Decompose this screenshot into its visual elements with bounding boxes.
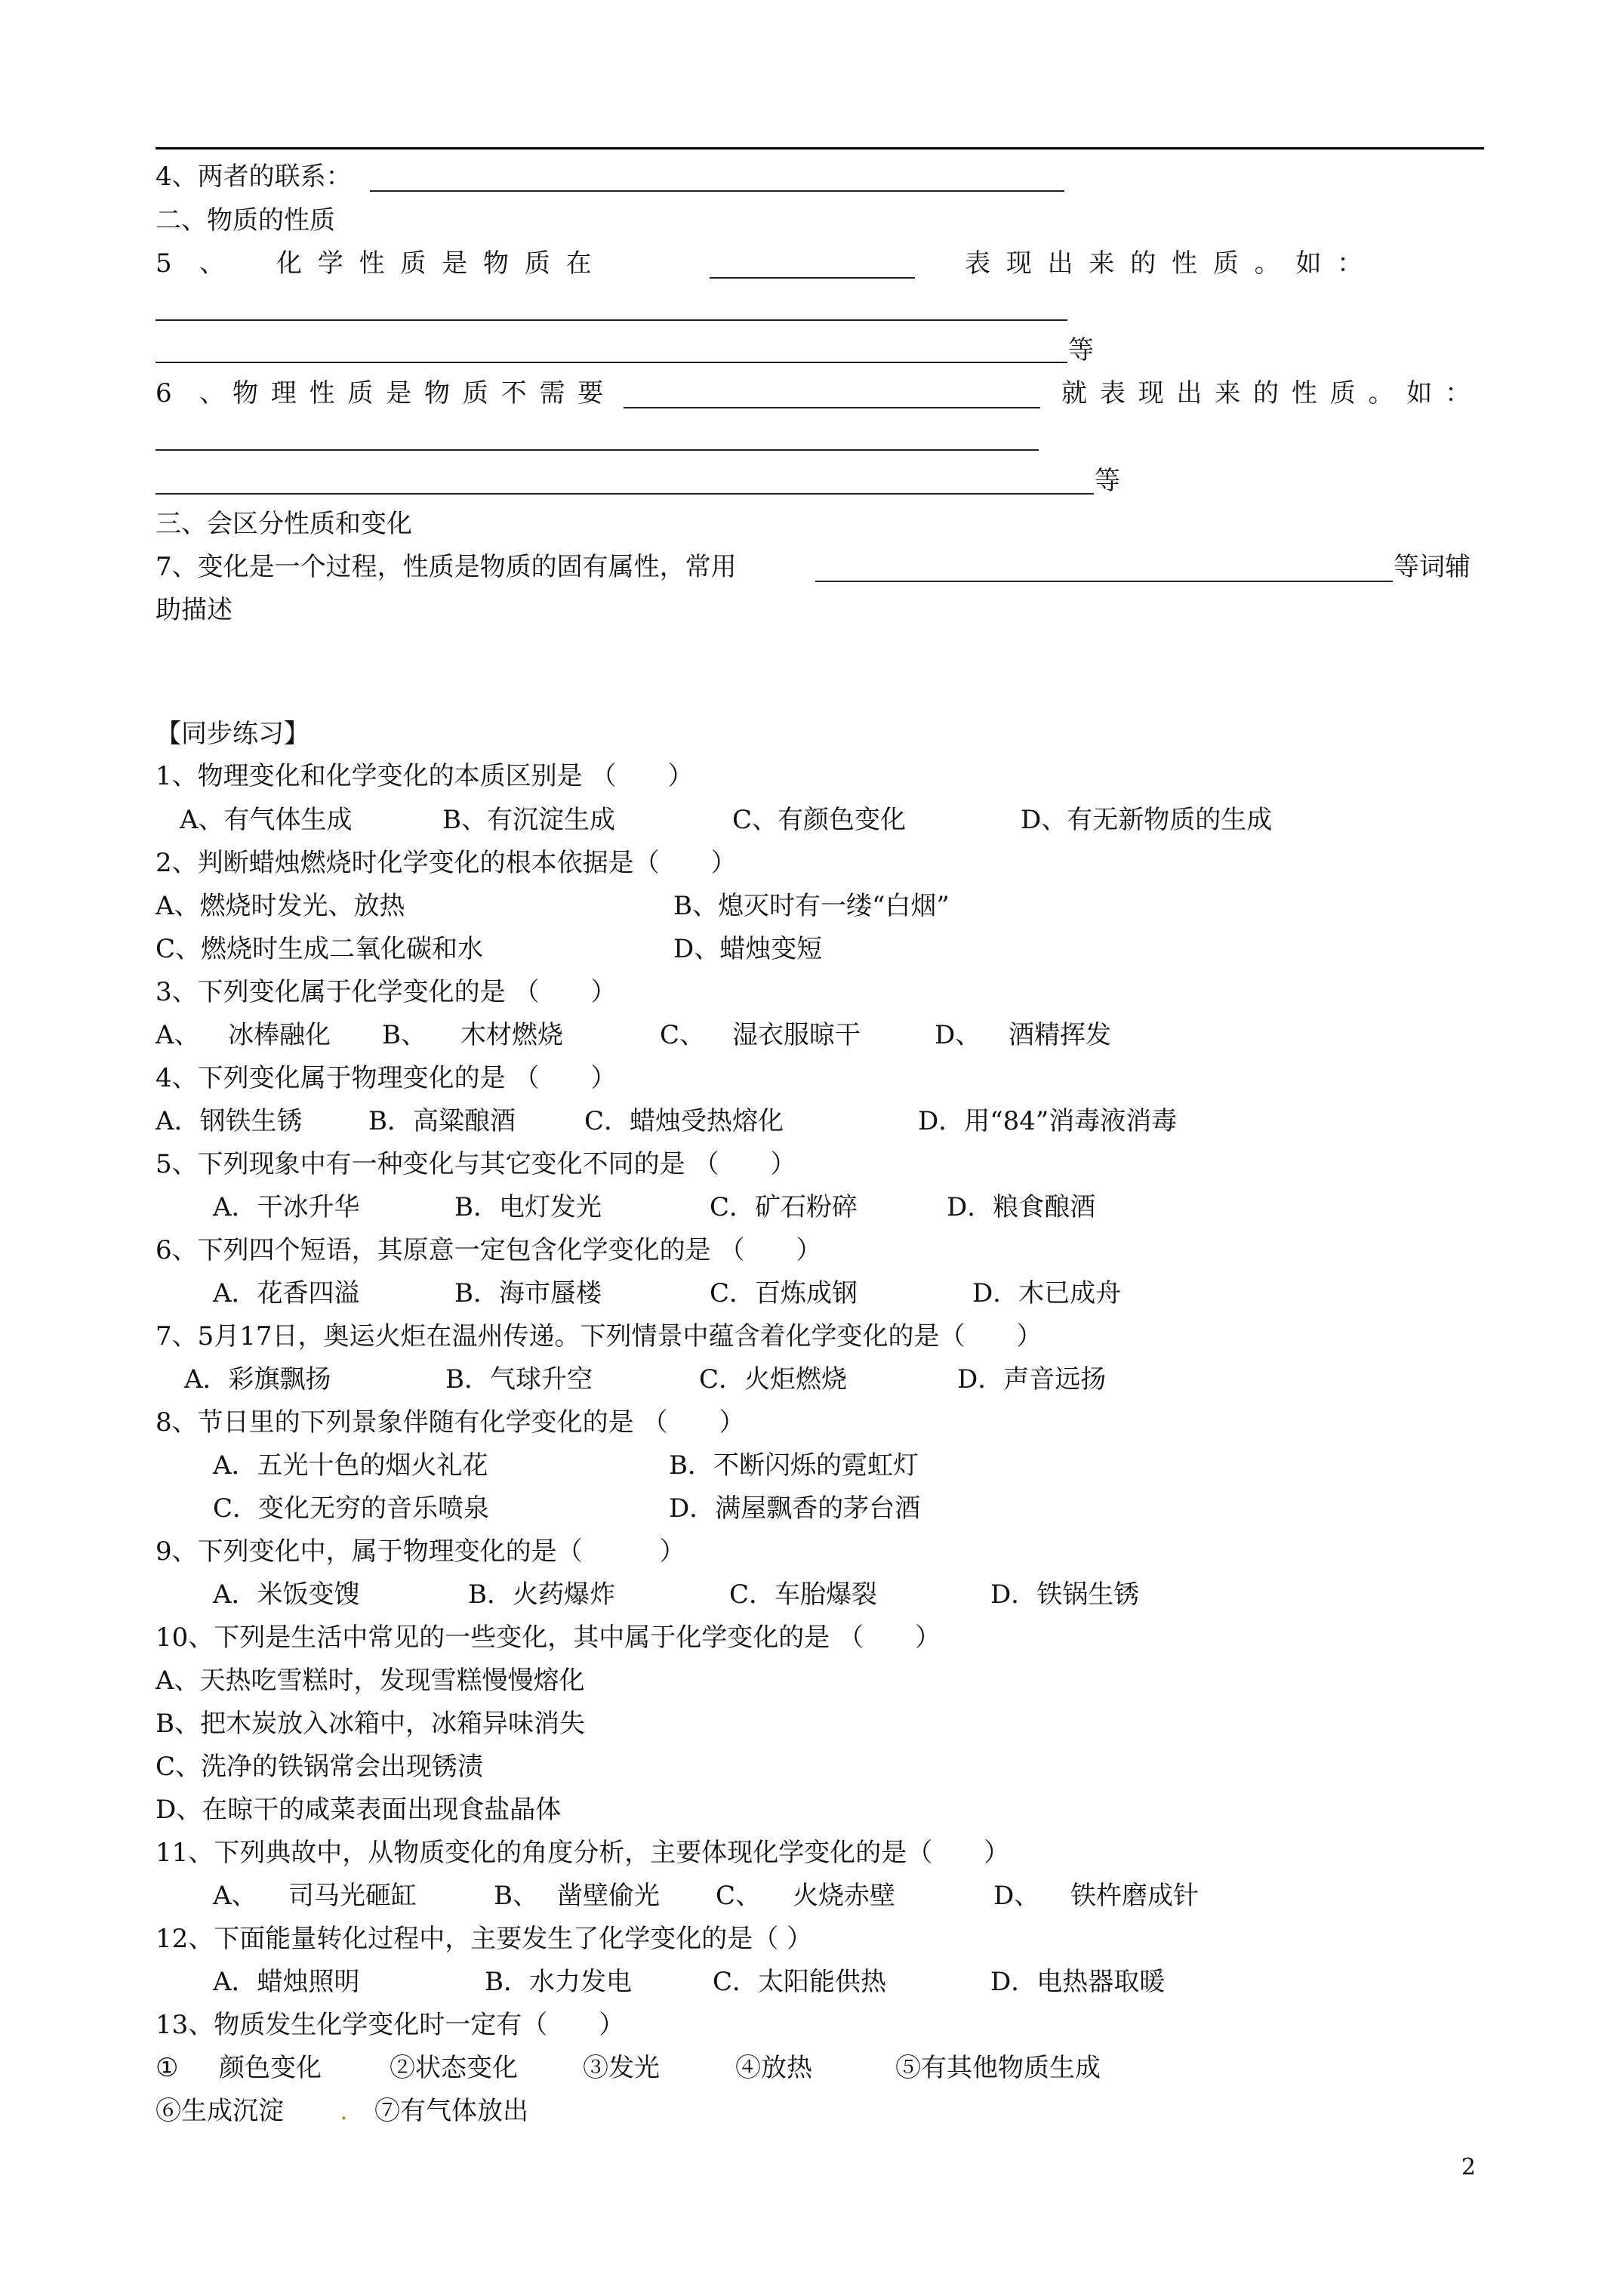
- section2-title: 二、物质的性质: [156, 205, 335, 236]
- s2-q6-num: 6: [156, 378, 172, 408]
- q5-option-b: B．电灯发光: [454, 1192, 602, 1222]
- s2-q6-blank1: [624, 407, 1040, 408]
- s2-q6-blank3: [156, 493, 1094, 495]
- q6-option-a: A．花香四溢: [213, 1278, 360, 1308]
- q11-option-d-text: 铁杵磨成针: [1070, 1881, 1199, 1911]
- q7-option-b: B．气球升空: [445, 1364, 593, 1395]
- q8-option-b: B．不断闪烁的霓虹灯: [669, 1450, 919, 1481]
- s3-q7-line: [156, 549, 1471, 585]
- q13-option-6: ⑥生成沉淀: [156, 2096, 284, 2126]
- q12-option-c: C．太阳能供热: [713, 1967, 887, 1997]
- q4-option-c: C．蜡烛受热熔化: [584, 1106, 784, 1136]
- q10-option-c: C、洗净的铁锅常会出现锈渍: [156, 1752, 484, 1782]
- q12-option-a: A．蜡烛照明: [213, 1967, 360, 1997]
- q1-option-d: D、有无新物质的生成: [1021, 805, 1273, 835]
- q10-stem: 10、下列是生活中常见的一些变化，其中属于化学变化的是 （ ）: [156, 1623, 941, 1653]
- q3-option-b-text: 木材燃烧: [460, 1020, 563, 1050]
- q13-stray-dot: .: [340, 2096, 348, 2126]
- q1-stem: 1、物理变化和化学变化的本质区别是 （ ）: [156, 761, 694, 791]
- q13-option-2: ②状态变化: [390, 2053, 518, 2083]
- q4-option-a: A．钢铁生锈: [156, 1106, 303, 1136]
- s2-q5-end: 等: [1068, 335, 1094, 365]
- q5-option-a: A．干冰升华: [213, 1192, 360, 1222]
- s3-q7-after: 等词辅: [1394, 552, 1471, 582]
- q13-option-4: ④放热: [735, 2053, 812, 2083]
- q9-option-a: A．米饭变馊: [213, 1579, 360, 1610]
- q1-option-a: A、有气体生成: [180, 805, 353, 835]
- q11-option-b-letter: B、: [494, 1881, 538, 1911]
- q1-option-c: C、有颜色变化: [732, 805, 907, 835]
- s2-q6-text: 物 理 性 质 是 物 质 不 需 要: [233, 378, 604, 408]
- q5-stem: 5、下列现象中有一种变化与其它变化不同的是 （ ）: [156, 1149, 796, 1179]
- q2-option-d: D、蜡烛变短: [673, 934, 823, 964]
- q8-option-d: D．满屋飘香的茅台酒: [669, 1493, 921, 1524]
- q2-option-a: A、燃烧时发光、放热: [156, 891, 405, 921]
- q6-option-d: D．木已成舟: [972, 1278, 1122, 1308]
- q6-stem: 6、下列四个短语，其原意一定包含化学变化的是 （ ）: [156, 1235, 822, 1265]
- q4-option-b: B．高粱酿酒: [368, 1106, 516, 1136]
- q5-option-d: D．粮食酿酒: [947, 1192, 1096, 1222]
- q11-option-d-letter: D、: [993, 1881, 1040, 1911]
- s2-q5-blank1: [710, 277, 915, 279]
- s3-q7-blank: [815, 581, 1393, 582]
- q8-option-c: C．变化无穷的音乐喷泉: [213, 1493, 490, 1524]
- section3-title: 三、会区分性质和变化: [156, 509, 412, 539]
- q3-option-d-letter: D、: [935, 1020, 981, 1050]
- s2-q5-sep: 、: [199, 248, 225, 279]
- s3-q7-cont: 助描述: [156, 595, 233, 625]
- s2-q5-blank3: [156, 362, 1067, 363]
- s2-q5-after: 表 现 出 来 的 性 质 。 如 ：: [965, 248, 1363, 279]
- q12-option-b: B．水力发电: [485, 1967, 632, 1997]
- q12-option-d: D．电热器取暖: [990, 1967, 1166, 1997]
- q11-option-c-text: 火烧赤壁: [793, 1881, 895, 1911]
- q10-option-a: A、天热吃雪糕时，发现雪糕慢慢熔化: [156, 1666, 585, 1696]
- q9-option-d: D．铁锅生锈: [990, 1579, 1140, 1610]
- q4-option-d: D．用“84”消毒液消毒: [918, 1106, 1178, 1136]
- q8-option-a: A．五光十色的烟火礼花: [213, 1450, 488, 1481]
- s1-q4-label: 4、两者的联系：: [156, 162, 352, 192]
- q1-option-b: B、有沉淀生成: [442, 805, 615, 835]
- s2-q6-sep: 、: [199, 378, 225, 408]
- q6-option-b: B．海市蜃楼: [454, 1278, 602, 1308]
- q7-option-d: D．声音远扬: [957, 1364, 1107, 1395]
- q7-stem: 7、5月17日，奥运火炬在温州传递。下列情景中蕴含着化学变化的是（ ）: [156, 1321, 1042, 1351]
- q7-option-c: C．火炬燃烧: [699, 1364, 848, 1395]
- q3-stem: 3、下列变化属于化学变化的是 （ ）: [156, 977, 617, 1007]
- practice-heading: 【同步练习】: [156, 719, 310, 749]
- s3-q7-text: 7、变化是一个过程，性质是物质的固有属性，常用: [156, 552, 737, 582]
- s2-q5-text: 化 学 性 质 是 物 质 在: [276, 248, 592, 279]
- q6-option-c: C．百炼成钢: [710, 1278, 858, 1308]
- q7-option-a: A．彩旗飘扬: [184, 1364, 331, 1395]
- q8-stem: 8、节日里的下列景象伴随有化学变化的是 （ ）: [156, 1407, 745, 1438]
- q13-option-1-mark: ①: [156, 2053, 179, 2083]
- q3-option-c-letter: C、: [660, 1020, 706, 1050]
- header-rule: [156, 147, 1484, 149]
- s2-q5-num: 5: [156, 248, 172, 279]
- q2-option-b: B、熄灭时有一缕“白烟”: [673, 891, 950, 921]
- s1-q4-blank: [370, 190, 1064, 192]
- q3-option-a-letter: A、: [156, 1020, 200, 1050]
- s2-q5-blank2: [156, 319, 1067, 321]
- q13-option-3: ③发光: [583, 2053, 660, 2083]
- q2-stem: 2、判断蜡烛燃烧时化学变化的根本依据是（ ）: [156, 848, 737, 878]
- q9-option-c: C．车胎爆裂: [729, 1579, 878, 1610]
- q11-option-c-letter: C、: [716, 1881, 762, 1911]
- q2-option-c: C、燃烧时生成二氧化碳和水: [156, 934, 484, 964]
- q4-stem: 4、下列变化属于物理变化的是 （ ）: [156, 1063, 617, 1093]
- q9-stem: 9、下列变化中，属于物理变化的是（ ）: [156, 1536, 685, 1567]
- q5-option-c: C．矿石粉碎: [710, 1192, 858, 1222]
- s2-q6-after: 就 表 现 出 来 的 性 质 。 如 ：: [1061, 378, 1471, 408]
- q13-stem: 13、物质发生化学变化时一定有（ ）: [156, 2010, 625, 2040]
- q10-option-b: B、把木炭放入冰箱中，冰箱异味消失: [156, 1709, 585, 1739]
- q13-option-7: ⑦有气体放出: [374, 2096, 528, 2126]
- q10-option-d: D、在晾干的咸菜表面出现食盐晶体: [156, 1795, 562, 1825]
- q9-option-b: B．火药爆炸: [468, 1579, 615, 1610]
- q11-option-a-text: 司马光砸缸: [288, 1881, 417, 1911]
- q11-stem: 11、下列典故中，从物质变化的角度分析，主要体现化学变化的是（ ）: [156, 1838, 1010, 1868]
- page-number: 2: [1461, 2154, 1476, 2180]
- q13-option-5: ⑤有其他物质生成: [895, 2053, 1101, 2083]
- q12-stem: 12、下面能量转化过程中，主要发生了化学变化的是（ ）: [156, 1924, 813, 1954]
- s1-q4-line: [156, 159, 352, 195]
- s2-q6-blank2: [156, 449, 1039, 451]
- q11-option-b-text: 凿壁偷光: [557, 1881, 660, 1911]
- s2-q6-end: 等: [1095, 466, 1120, 496]
- q3-option-b-letter: B、: [382, 1020, 427, 1050]
- q3-option-c-text: 湿衣服晾干: [732, 1020, 861, 1050]
- q11-option-a-letter: A、: [213, 1881, 257, 1911]
- q3-option-d-text: 酒精挥发: [1009, 1020, 1111, 1050]
- q3-option-a-text: 冰棒融化: [228, 1020, 331, 1050]
- q13-option-1-text: 颜色变化: [219, 2053, 322, 2083]
